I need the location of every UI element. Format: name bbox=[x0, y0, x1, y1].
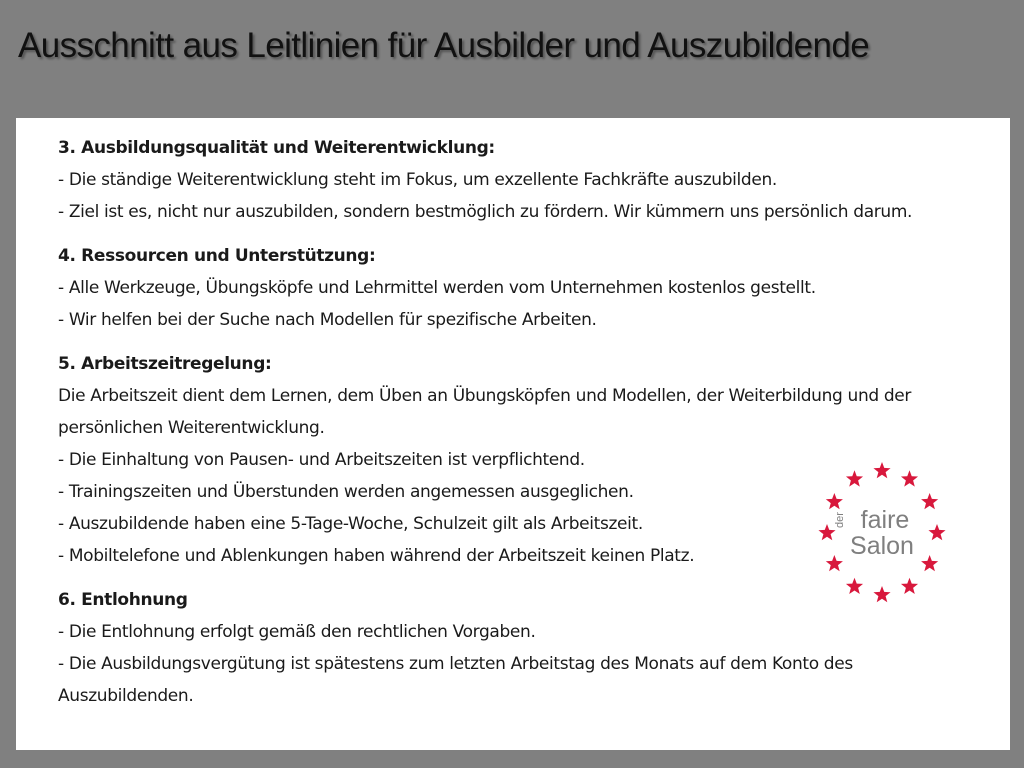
star-icon bbox=[873, 462, 890, 478]
section-heading: 3. Ausbildungsqualität und Weiterentwicklung: bbox=[58, 138, 495, 158]
text-line: - Mobiltelefone und Ablenkungen haben während der Arbeitszeit keinen Platz. bbox=[58, 546, 695, 566]
star-icon bbox=[846, 578, 863, 594]
section-heading: 6. Entlohnung bbox=[58, 590, 188, 610]
star-icon bbox=[928, 524, 945, 540]
section-quality bbox=[58, 132, 988, 228]
text-line: - Ziel ist es, nicht nur auszubilden, sondern bestmöglich zu fördern. Wir kümmern uns persönlich darum. bbox=[58, 202, 913, 222]
text-line: - Die Entlohnung erfolgt gemäß den rechtlichen Vorgaben. bbox=[58, 622, 536, 642]
section-resources bbox=[58, 240, 988, 336]
text-line: - Auszubildende haben eine 5-Tage-Woche, Schulzeit gilt als Arbeitszeit. bbox=[58, 514, 643, 534]
star-icon bbox=[873, 586, 890, 602]
star-icon bbox=[826, 493, 843, 509]
der-faire-salon-logo bbox=[813, 458, 951, 608]
text-line: - Die Einhaltung von Pausen- und Arbeitszeiten ist verpflichtend. bbox=[58, 450, 585, 470]
text-line: Die Arbeitszeit dient dem Lernen, dem Üben an Übungsköpfen und Modellen, der Weiterbildung und der bbox=[58, 386, 912, 406]
section-heading: 5. Arbeitszeitregelung: bbox=[58, 354, 272, 374]
guidelines-text bbox=[58, 132, 988, 724]
text-line: - Trainingszeiten und Überstunden werden angemessen ausgeglichen. bbox=[58, 482, 634, 502]
logo-small-text: der bbox=[834, 512, 846, 528]
logo-word-salon: Salon bbox=[850, 532, 914, 560]
page-title: Ausschnitt aus Leitlinien für Ausbilder und Auszubildende bbox=[18, 26, 870, 65]
section-heading: 4. Ressourcen und Unterstützung: bbox=[58, 246, 376, 266]
star-icon bbox=[818, 524, 835, 540]
star-icon bbox=[921, 555, 938, 571]
logo-word-faire: faire bbox=[860, 506, 910, 534]
star-icon bbox=[826, 555, 843, 571]
text-line: - Die Ausbildungsvergütung ist spätestens zum letzten Arbeitstag des Monats auf dem Konto des bbox=[58, 654, 853, 674]
text-line: - Wir helfen bei der Suche nach Modellen für spezifische Arbeiten. bbox=[58, 310, 597, 330]
star-icon bbox=[921, 493, 938, 509]
text-line: - Alle Werkzeuge, Übungsköpfe und Lehrmittel werden vom Unternehmen kostenlos gestellt. bbox=[58, 278, 816, 298]
text-line: persönlichen Weiterentwicklung. bbox=[58, 418, 325, 438]
text-line: - Die ständige Weiterentwicklung steht im Fokus, um exzellente Fachkräfte auszubilden. bbox=[58, 170, 777, 190]
logo-graphic bbox=[813, 458, 951, 608]
star-icon bbox=[846, 470, 863, 486]
text-line: Auszubildenden. bbox=[58, 686, 194, 706]
star-icon bbox=[901, 578, 918, 594]
content-panel bbox=[16, 118, 1010, 750]
star-icon bbox=[901, 470, 918, 486]
